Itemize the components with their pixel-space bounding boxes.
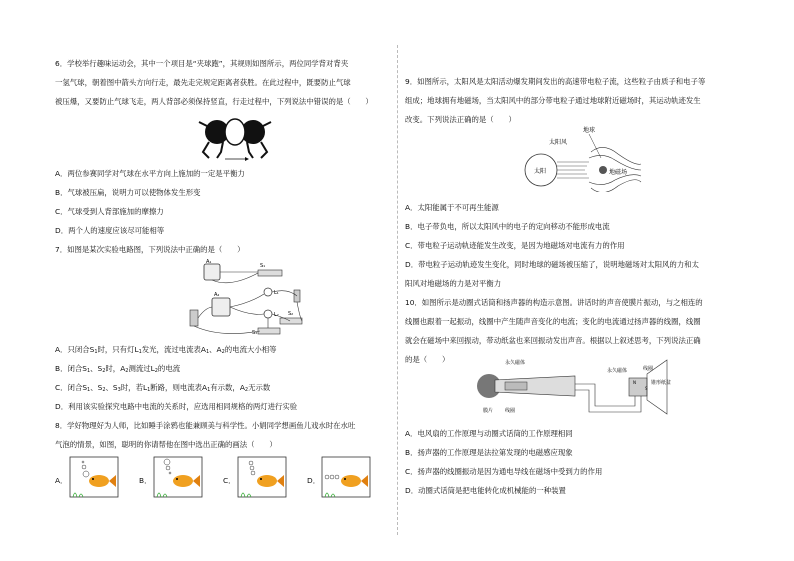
svg-text:A₂: A₂ — [214, 292, 220, 298]
q9-line-3: 改变。下列说法正确的是（ ） — [405, 115, 516, 124]
microphone-speaker-figure — [475, 356, 675, 418]
q8-choice-d-label: D． — [307, 476, 321, 485]
solar-wind-figure — [523, 122, 643, 192]
q7-option-a: A．只闭合$S_1$时，只有灯$L_1$发光，流过电流表$A_1$、$A_2$的电流大小相等 — [55, 345, 277, 355]
q8-choice-c-figure[interactable] — [237, 455, 287, 499]
q6-option-d: D．两个人的速度应该尽可能相等 — [55, 226, 165, 235]
q10-option-a: A．电风扇的工作原理与动圈式话筒的工作原理相同 — [405, 429, 573, 438]
q6-line-3: 被压爆，又要防止气球飞走，两人背部必须保持竖直，行走过程中，下列说法中错误的是（ ） — [55, 97, 373, 106]
svg-text:地磁场: 地磁场 — [609, 169, 628, 176]
q6-line-2: 一氢气球，朝着图中箭头方向行走，最先走完规定距离者获胜。在此过程中，既要防止气球 — [55, 78, 351, 87]
q8-line-2: 气泡的情景，如图，聪明的你请帮他在图中选出正确的画法（ ） — [55, 440, 277, 449]
svg-text:永久磁体: 永久磁体 — [505, 360, 526, 366]
q8-choice-a-label: A． — [55, 476, 68, 485]
svg-text:L₂: L₂ — [274, 312, 279, 318]
svg-text:S₂: S₂ — [288, 311, 294, 317]
q9-option-c: C．带电粒子运动轨迹能发生改变，是因为地磁场对电流有力的作用 — [405, 241, 625, 250]
q7-stem: 7．如图是某次实验电路图，下列说法中正确的是（ ） — [55, 245, 245, 254]
q9-line-1: 9．如图所示，太阳风是太阳活动爆发期间发出的高速带电粒子流，这些粒子由质子和电子等 — [405, 77, 706, 86]
q8-choice-d-figure[interactable] — [321, 455, 371, 499]
svg-text:S₃: S₃ — [252, 330, 258, 336]
q10-line-2: 线圈也跟着一起振动，线圈中产生随声音变化的电流；变化的电流通过扬声器的线圈，线圈 — [405, 317, 701, 326]
q9-option-a: A．太阳能属于不可再生能源 — [405, 203, 499, 212]
svg-text:地球: 地球 — [583, 127, 596, 134]
q10-line-1: 10．如图所示是动圈式话筒和扬声器的构造示意图。讲话时的声音使膜片振动，与之相连的 — [405, 298, 703, 307]
q8-choices — [55, 455, 390, 505]
q8-choice-b-figure[interactable] — [153, 455, 203, 499]
q10-option-c: C．扬声器的线圈振动是因为通电导线在磁场中受到力的作用 — [405, 467, 603, 476]
svg-text:太阳风: 太阳风 — [549, 139, 568, 146]
svg-text:S: S — [645, 386, 648, 391]
svg-text:膜片: 膜片 — [483, 408, 494, 414]
q9-option-d-line-2: 阳风对地磁场的力是对平衡力 — [405, 279, 502, 288]
q8-choice-c-label: C． — [223, 476, 236, 485]
q9-line-2: 组成；地球拥有地磁场，当太阳风中的部分带电粒子通过地球附近磁场时，其运动轨迹发生 — [405, 96, 701, 105]
svg-text:A₁: A₁ — [206, 259, 212, 265]
q10-option-d: D．动圈式话筒是把电能转化成机械能的一种装置 — [405, 486, 566, 495]
q6-option-a: A．两位参赛同学对气球在水平方向上施加的一定是平衡力 — [55, 169, 245, 178]
column-divider — [397, 45, 398, 535]
q8-choice-a-figure[interactable] — [69, 455, 119, 499]
q10-line-4: 的是（ ） — [405, 355, 450, 364]
balloon-players-figure — [195, 112, 275, 162]
svg-text:L₁: L₁ — [274, 290, 279, 296]
svg-text:线圈: 线圈 — [505, 408, 516, 414]
svg-text:永久磁体: 永久磁体 — [607, 368, 628, 374]
q6-option-c: C．气球受到人背部施加的摩擦力 — [55, 207, 164, 216]
q7-option-d: D．利用该实验探究电路中电流的关系时，应选用相同规格的两灯进行实验 — [55, 402, 298, 411]
svg-text:N: N — [633, 380, 636, 385]
svg-text:锥形纸盆: 锥形纸盆 — [651, 380, 672, 386]
svg-text:S₁: S₁ — [260, 263, 266, 269]
q10-line-3: 就会在磁场中来回振动，带动纸盆也来回振动发出声音。根据以上叙述思考，下列说法正确 — [405, 336, 701, 345]
q8-line-1: 8．学好物理好为人师，比如睡手涂鸦也能兼顾美与科学性。小娟同学想画鱼儿戏水时在水吐 — [55, 421, 356, 430]
q7-option-b: B．闭合$S_1$、$S_2$时，$A_2$测流过$L_2$的电流 — [55, 364, 181, 374]
circuit-diagram — [170, 258, 310, 338]
svg-text:太阳: 太阳 — [534, 168, 547, 175]
q9-option-b: B．电子带负电，所以太阳风中的电子的定向移动不能形成电流 — [405, 222, 610, 231]
q10-option-b: B．扬声器的工作原理是法拉第发现的电磁感应现象 — [405, 448, 573, 457]
q8-choice-b-label: B． — [139, 476, 152, 485]
q7-option-c: C．闭合$S_1$、$S_2$、$S_3$时，若$L_1$断路，则电流表$A_1$有示数，$A_2$无示数 — [55, 383, 271, 393]
svg-text:线圈: 线圈 — [643, 366, 654, 372]
q6-option-b: B．气球被压扁，说明力可以使物体发生形变 — [55, 188, 201, 197]
q6-line-1: 6．学校举行趣味运动会，其中一个项目是“夹球跑”，其规则如图所示，两位同学背对背夹 — [55, 59, 349, 68]
q9-option-d-line-1: D．带电粒子运动轨迹发生变化，同时地球的磁场被压缩了，说明地磁场对太阳风的力和太 — [405, 260, 699, 269]
